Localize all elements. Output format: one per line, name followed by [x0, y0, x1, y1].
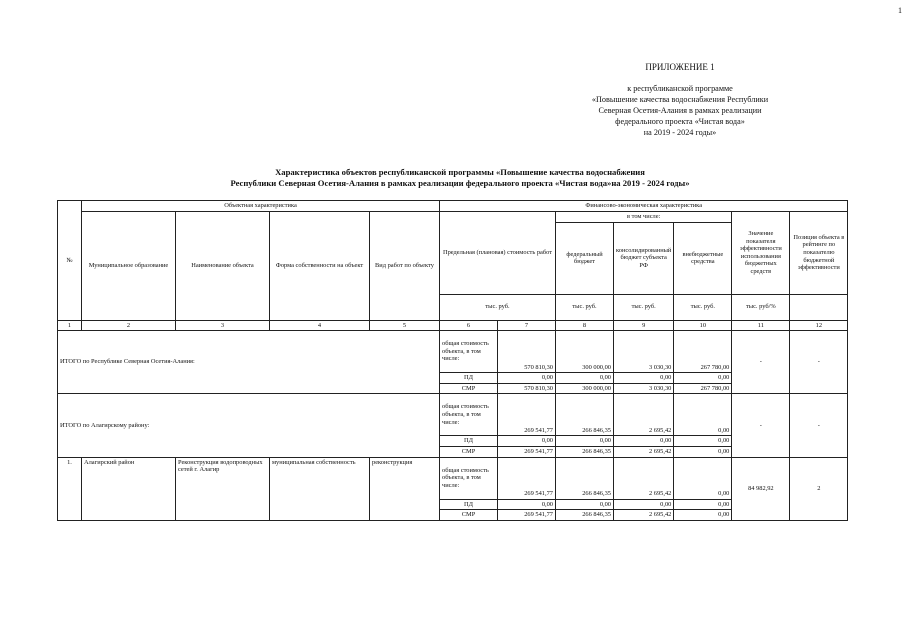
- cell-value: 266 846,35: [556, 510, 614, 521]
- cell-value: 267 780,00: [674, 383, 732, 394]
- header-unit-empty: [790, 294, 848, 320]
- cell-value: 0,00: [674, 446, 732, 457]
- col-number: 11: [732, 320, 790, 331]
- cell-value: 3 030,30: [614, 331, 674, 373]
- col-number: 12: [790, 320, 848, 331]
- appendix-line: к республиканской программе: [627, 84, 733, 93]
- header-consolidated: консолидированный бюджет субъекта РФ: [614, 222, 674, 294]
- row-kind: общая стоимость объекта, в том числе:: [440, 394, 498, 436]
- cell-value: 267 780,00: [674, 331, 732, 373]
- col-number: 6: [440, 320, 498, 331]
- item-ownership: муниципальная собственность: [270, 457, 370, 520]
- objects-table: [57, 200, 848, 521]
- header-group-finance: Финансово-экономическая характеристика: [440, 201, 848, 212]
- header-federal: федеральный бюджет: [556, 222, 614, 294]
- item-object-name: Реконструкция водопроводных сетей г. Алагир: [176, 457, 270, 520]
- cell-value: 0,00: [674, 510, 732, 521]
- header-efficiency: Значение показателя эффективности использования бюджетных средств: [732, 212, 790, 295]
- appendix-heading: ПРИЛОЖЕНИЕ 1: [645, 62, 715, 72]
- cell-value: 2 695,42: [614, 394, 674, 436]
- col-number: 5: [370, 320, 440, 331]
- appendix-line: федерального проекта «Чистая вода»: [615, 117, 745, 126]
- cell-value: 0,00: [674, 373, 732, 384]
- cell-value: 0,00: [674, 499, 732, 510]
- cell-value: 269 541,77: [498, 394, 556, 436]
- appendix-line: «Повышение качества водоснабжения Республики: [591, 95, 769, 104]
- cell-efficiency: -: [732, 394, 790, 457]
- row-kind: ПД: [440, 373, 498, 384]
- col-number: 10: [674, 320, 732, 331]
- header-ownership: Форма собственности на объект: [270, 212, 370, 321]
- header-no: №: [58, 201, 82, 321]
- header-unit: тыс. руб.: [556, 294, 614, 320]
- header-unit: тыс. руб.: [440, 294, 556, 320]
- header-extrabudget: внебюджетные средства: [674, 222, 732, 294]
- item-municipality: Алагирский район: [82, 457, 176, 520]
- item-no: 1.: [58, 457, 82, 520]
- cell-value: 300 000,00: [556, 383, 614, 394]
- header-including: в том числе:: [556, 212, 732, 223]
- cell-value: 0,00: [556, 436, 614, 447]
- col-number: 9: [614, 320, 674, 331]
- header-work-type: Вид работ по объекту: [370, 212, 440, 321]
- cell-value: 0,00: [614, 499, 674, 510]
- header-unit: тыс. руб/%: [732, 294, 790, 320]
- cell-value: 266 846,35: [556, 446, 614, 457]
- appendix-line: на 2019 - 2024 годы»: [643, 128, 717, 137]
- cell-value: 269 541,77: [498, 457, 556, 499]
- page-mark: 1: [898, 6, 902, 15]
- row-kind: ПД: [440, 499, 498, 510]
- cell-position: 2: [790, 457, 848, 520]
- col-number: 1: [58, 320, 82, 331]
- row-kind: СМР: [440, 510, 498, 521]
- col-number: 4: [270, 320, 370, 331]
- header-position: Позиция объекта в рейтинге по показателю бюджетной эффективности: [790, 212, 848, 295]
- total-district-label: ИТОГО по Алагирскому району:: [58, 394, 440, 457]
- cell-value: 0,00: [498, 436, 556, 447]
- cell-value: 300 000,00: [556, 331, 614, 373]
- cell-value: 269 541,77: [498, 510, 556, 521]
- title-line: Республики Северная Осетия-Алания в рамках реализации федерального проекта «Чистая вода»на 2019 - 2024 годы»: [230, 178, 690, 188]
- cell-value: 570 810,30: [498, 331, 556, 373]
- row-kind: СМР: [440, 446, 498, 457]
- cell-efficiency: -: [732, 331, 790, 394]
- cell-value: 2 695,42: [614, 457, 674, 499]
- cell-value: 3 030,30: [614, 383, 674, 394]
- col-number: 8: [556, 320, 614, 331]
- col-number: 7: [498, 320, 556, 331]
- cell-efficiency: 84 982,92: [732, 457, 790, 520]
- row-kind: СМР: [440, 383, 498, 394]
- cell-value: 0,00: [498, 499, 556, 510]
- appendix-line: Северная Осетия-Алания в рамках реализации: [598, 106, 762, 115]
- cell-value: 269 541,77: [498, 446, 556, 457]
- header-municipality: Муниципальное образование: [82, 212, 176, 321]
- cell-value: 266 846,35: [556, 394, 614, 436]
- title-line: Характеристика объектов республиканской программы «Повышение качества водоснабжения: [275, 167, 645, 177]
- appendix-block: [550, 62, 810, 138]
- header-limit-cost: Предельная (плановая) стоимость работ: [440, 212, 556, 295]
- cell-value: 2 695,42: [614, 510, 674, 521]
- cell-value: 0,00: [674, 394, 732, 436]
- document-title: [100, 167, 820, 189]
- cell-position: -: [790, 331, 848, 394]
- cell-value: 2 695,42: [614, 446, 674, 457]
- item-work-type: реконструкция: [370, 457, 440, 520]
- cell-value: 0,00: [498, 373, 556, 384]
- cell-value: 0,00: [674, 457, 732, 499]
- header-unit: тыс. руб.: [674, 294, 732, 320]
- cell-value: 0,00: [556, 373, 614, 384]
- header-object-name: Наименование объекта: [176, 212, 270, 321]
- cell-value: 570 810,30: [498, 383, 556, 394]
- cell-value: 0,00: [614, 373, 674, 384]
- row-kind: общая стоимость объекта, в том числе:: [440, 457, 498, 499]
- total-republic-label: ИТОГО по Республике Северная Осетия-Алания:: [58, 331, 440, 394]
- cell-value: 0,00: [674, 436, 732, 447]
- col-number: 3: [176, 320, 270, 331]
- cell-value: 0,00: [556, 499, 614, 510]
- cell-value: 0,00: [614, 436, 674, 447]
- cell-position: -: [790, 394, 848, 457]
- col-number: 2: [82, 320, 176, 331]
- header-unit: тыс. руб.: [614, 294, 674, 320]
- row-kind: ПД: [440, 436, 498, 447]
- header-group-object: Объектная характеристика: [82, 201, 440, 212]
- row-kind: общая стоимость объекта, в том числе:: [440, 331, 498, 373]
- cell-value: 266 846,35: [556, 457, 614, 499]
